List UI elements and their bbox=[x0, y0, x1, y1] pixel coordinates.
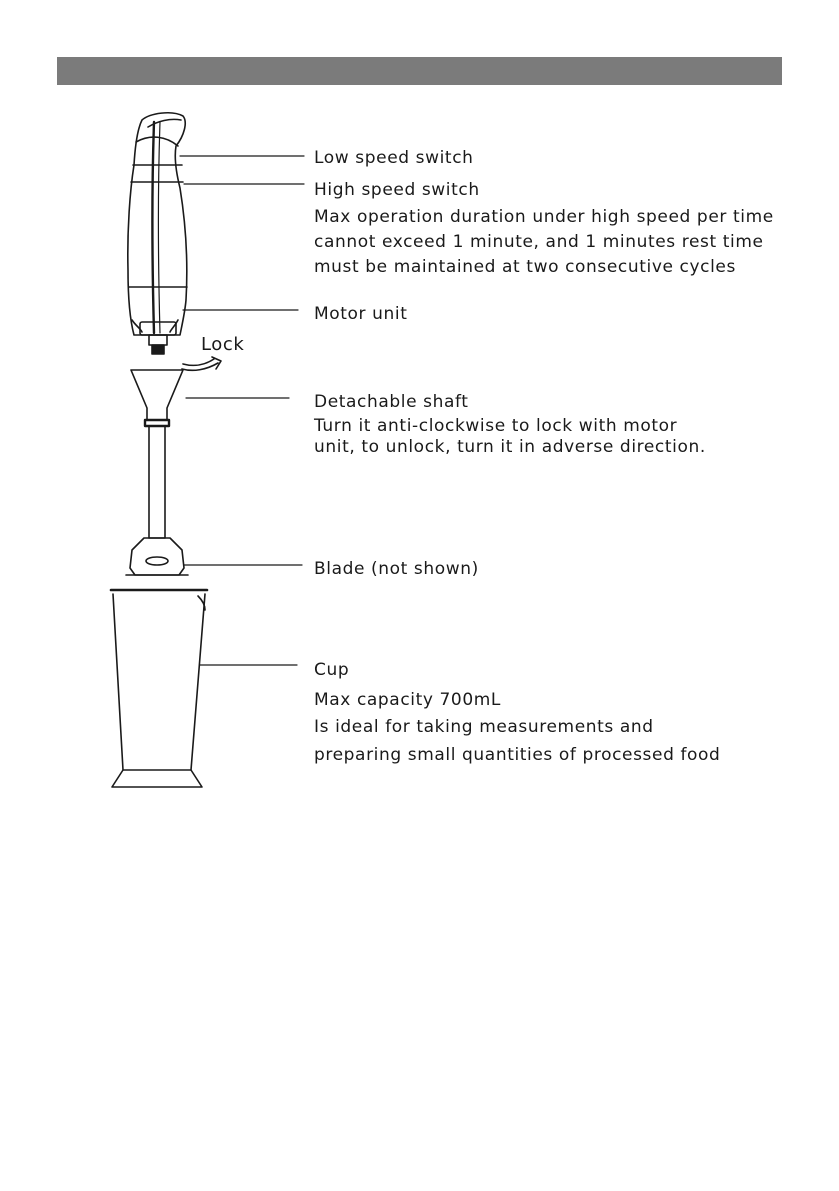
detachable-shaft-title: Detachable shaft bbox=[314, 392, 469, 412]
cup-drawing bbox=[111, 590, 207, 787]
detachable-shaft-drawing bbox=[126, 370, 188, 575]
cup-note-line: Is ideal for taking measurements and bbox=[314, 717, 654, 737]
motor-unit-drawing bbox=[128, 113, 187, 354]
high-speed-note-line: Max operation duration under high speed per time bbox=[314, 207, 774, 227]
shaft-note-line: unit, to unlock, turn it in adverse direction. bbox=[314, 437, 706, 457]
high-speed-note-line: must be maintained at two consecutive cycles bbox=[314, 257, 736, 277]
low-speed-switch-title: Low speed switch bbox=[314, 148, 474, 168]
high-speed-switch-title: High speed switch bbox=[314, 180, 480, 200]
lock-label: Lock bbox=[201, 334, 245, 355]
shaft-note-line: Turn it anti-clockwise to lock with motor bbox=[314, 416, 678, 436]
motor-unit-title: Motor unit bbox=[314, 304, 408, 324]
high-speed-note-line: cannot exceed 1 minute, and 1 minutes rest time bbox=[314, 232, 764, 252]
cup-note-line: preparing small quantities of processed food bbox=[314, 745, 721, 765]
cup-note-line: Max capacity 700mL bbox=[314, 690, 502, 710]
leader-lines bbox=[180, 156, 304, 665]
blade-title: Blade (not shown) bbox=[314, 559, 479, 579]
cup-title: Cup bbox=[314, 660, 350, 680]
lock-arrow-icon bbox=[182, 357, 221, 370]
